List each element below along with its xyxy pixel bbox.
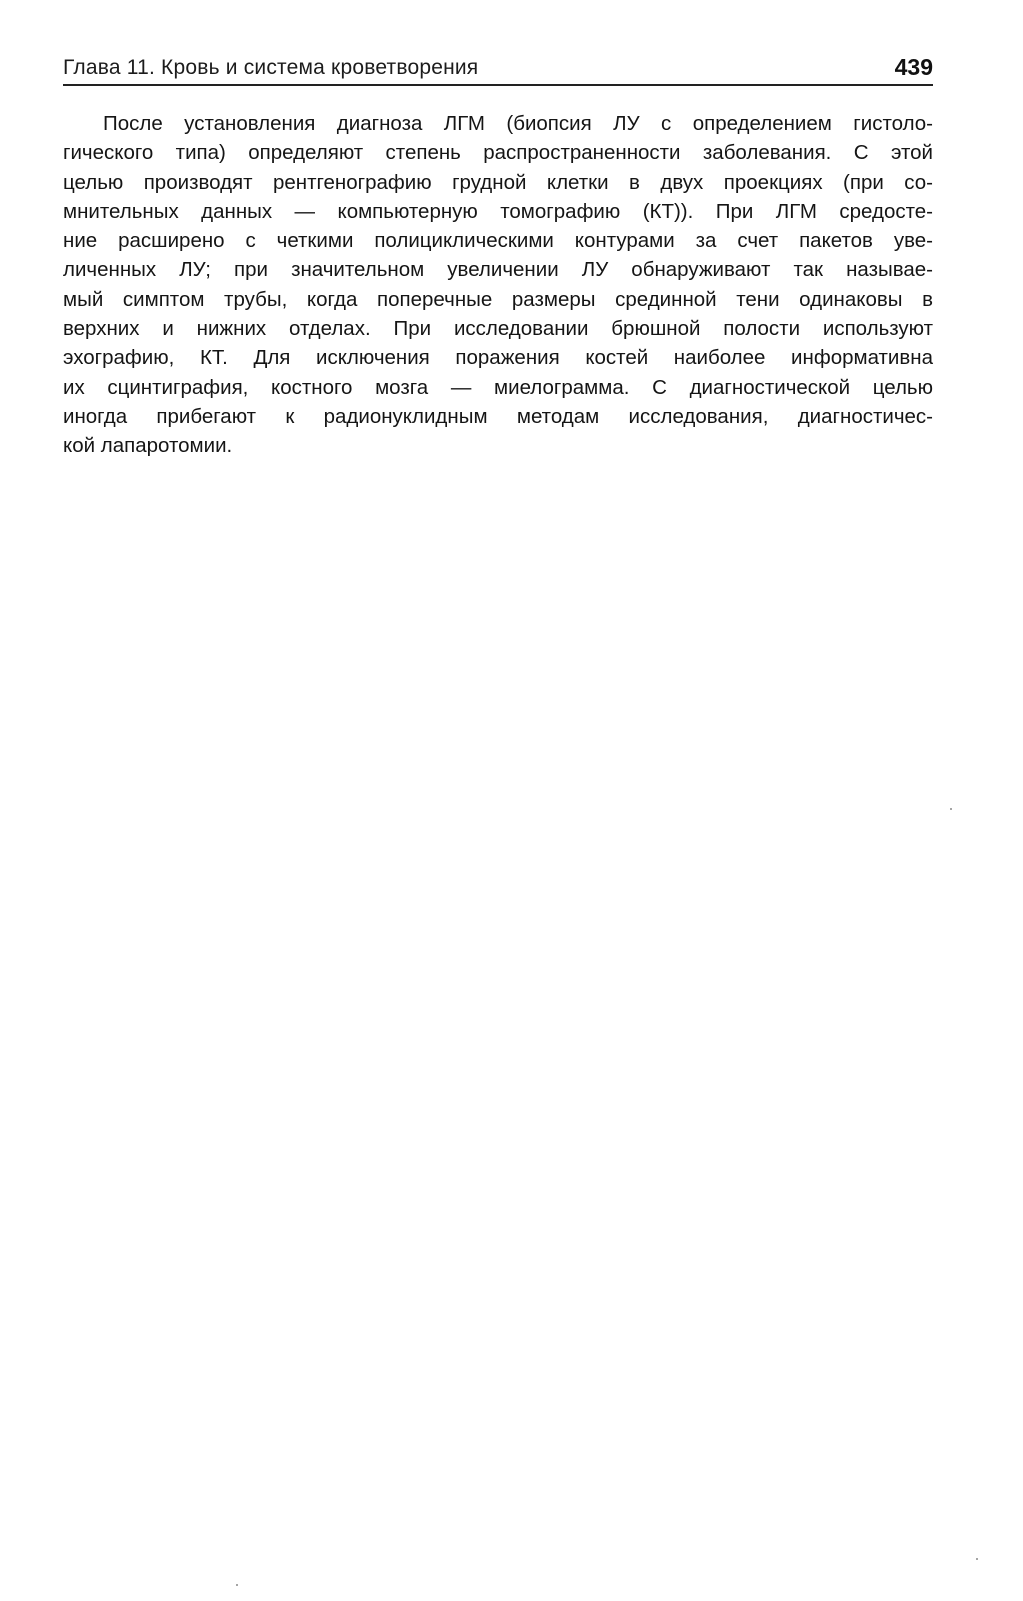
text-line: целью производят рентгенографию грудной клетки в двух проекциях (при со-	[63, 170, 933, 194]
scan-speck	[976, 1558, 978, 1560]
text-line: иногда прибегают к радионуклидным методам исследования, диагностичес-	[63, 404, 933, 428]
text-line: После установления диагноза ЛГМ (биопсия ЛУ с определением гистоло-	[103, 112, 933, 135]
text-line: гического типа) определяют степень распространенности заболевания. С этой	[63, 141, 933, 165]
running-head	[63, 52, 933, 86]
text-line: мый симптом трубы, когда поперечные размеры срединной тени одинаковы в	[63, 287, 933, 311]
text-line: их сцинтиграфия, костного мозга — миелограмма. С диагностической целью	[63, 375, 933, 399]
page-number: 439	[894, 54, 933, 80]
text-line: эхографию, КТ. Для исключения поражения костей наиболее информативна	[63, 346, 933, 370]
text-line: личенных ЛУ; при значительном увеличении ЛУ обнаруживают так называе-	[63, 258, 933, 282]
scan-speck	[236, 1584, 238, 1586]
header-rule	[63, 84, 933, 86]
text-line: верхних и нижних отделах. При исследовании брюшной полости используют	[63, 317, 933, 341]
text-line: ние расширено с четкими полициклическими контурами за счет пакетов уве-	[63, 229, 933, 253]
body-paragraph	[63, 109, 933, 461]
text-line: кой лапаротомии.	[63, 434, 233, 458]
chapter-title: Глава 11. Кровь и система кроветворения	[63, 56, 479, 79]
text-line: мнительных данных — компьютерную томографию (КТ)). При ЛГМ средосте-	[63, 199, 933, 223]
scan-speck	[950, 808, 952, 810]
